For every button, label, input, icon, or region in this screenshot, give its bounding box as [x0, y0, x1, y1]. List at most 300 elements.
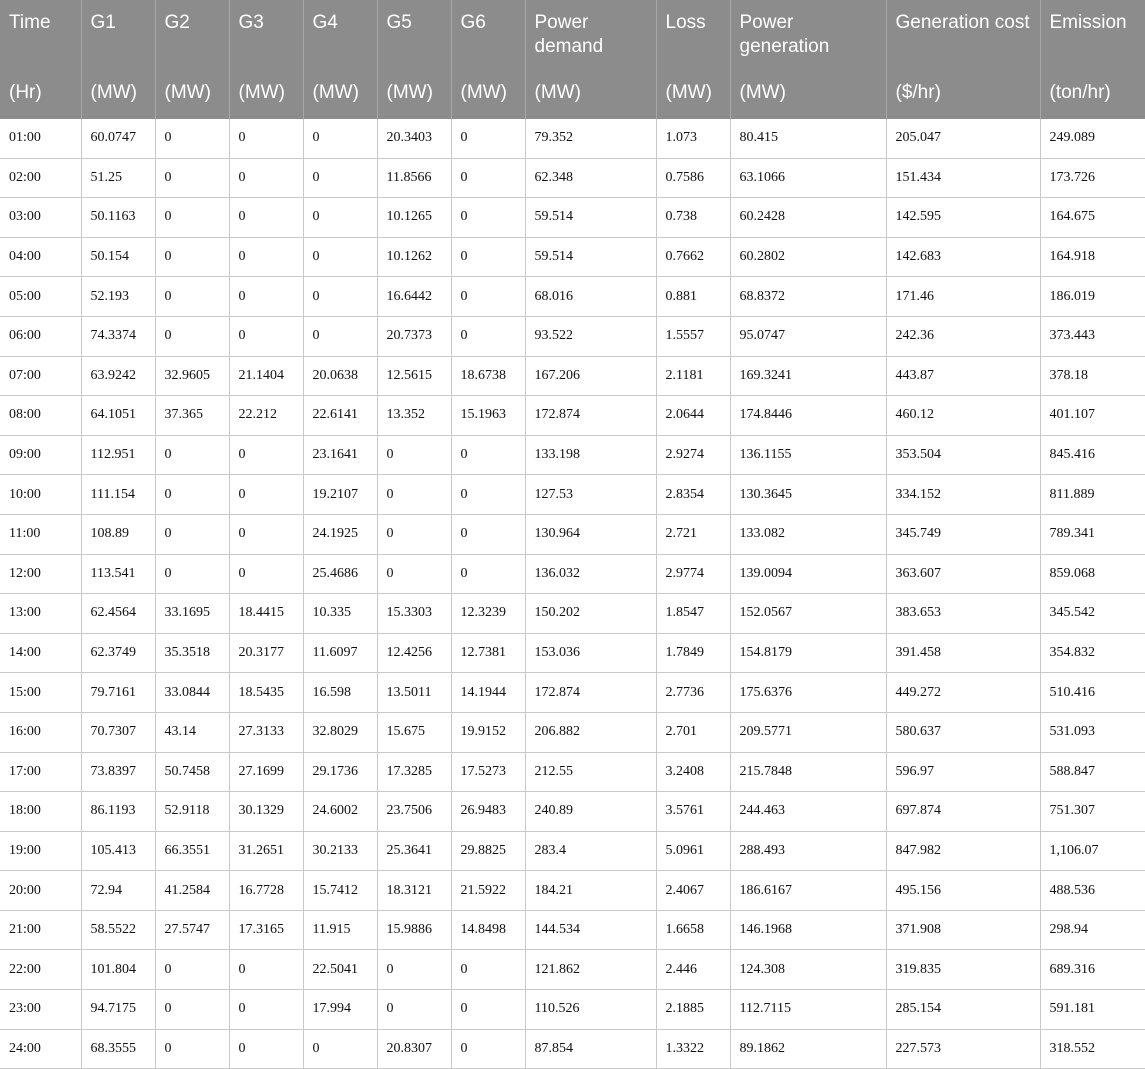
table-cell: 244.463 — [730, 792, 886, 832]
table-cell: 0 — [155, 435, 229, 475]
table-cell: 588.847 — [1040, 752, 1145, 792]
table-cell: 0.738 — [656, 198, 730, 238]
table-cell: 20.0638 — [303, 356, 377, 396]
table-cell: 19.2107 — [303, 475, 377, 515]
table-cell: 19.9152 — [451, 712, 525, 752]
table-cell: 859.068 — [1040, 554, 1145, 594]
table-cell: 20:00 — [0, 871, 81, 911]
table-cell: 0 — [229, 316, 303, 356]
table-cell: 59.514 — [525, 237, 656, 277]
table-cell: 0 — [451, 198, 525, 238]
table-cell: 133.082 — [730, 514, 886, 554]
table-cell: 0.7586 — [656, 158, 730, 198]
table-cell: 20.3177 — [229, 633, 303, 673]
table-cell: 13.352 — [377, 396, 451, 436]
table-cell: 64.1051 — [81, 396, 155, 436]
table-cell: 495.156 — [886, 871, 1040, 911]
table-cell: 596.97 — [886, 752, 1040, 792]
table-cell: 0 — [155, 237, 229, 277]
table-cell: 17:00 — [0, 752, 81, 792]
table-row — [0, 950, 1145, 990]
table-cell: 136.032 — [525, 554, 656, 594]
table-cell: 363.607 — [886, 554, 1040, 594]
table-cell: 144.534 — [525, 910, 656, 950]
table-row — [0, 990, 1145, 1030]
table-cell: 0 — [229, 198, 303, 238]
table-cell: 154.8179 — [730, 633, 886, 673]
table-cell: 37.365 — [155, 396, 229, 436]
table-cell: 18.3121 — [377, 871, 451, 911]
table-cell: 152.0567 — [730, 594, 886, 634]
table-cell: 164.675 — [1040, 198, 1145, 238]
table-cell: 17.3165 — [229, 910, 303, 950]
table-cell: 13:00 — [0, 594, 81, 634]
table-cell: 12.3239 — [451, 594, 525, 634]
table-cell: 0 — [303, 316, 377, 356]
table-cell: 133.198 — [525, 435, 656, 475]
table-cell: 3.2408 — [656, 752, 730, 792]
table-cell: 73.8397 — [81, 752, 155, 792]
table-cell: 142.683 — [886, 237, 1040, 277]
table-cell: 2.4067 — [656, 871, 730, 911]
table-cell: 02:00 — [0, 158, 81, 198]
table-cell: 24.1925 — [303, 514, 377, 554]
table-cell: 27.5747 — [155, 910, 229, 950]
table-cell: 08:00 — [0, 396, 81, 436]
table-cell: 58.5522 — [81, 910, 155, 950]
table-cell: 29.8825 — [451, 831, 525, 871]
table-cell: 62.4564 — [81, 594, 155, 634]
column-header: Time — [0, 0, 81, 71]
column-header: G1 — [81, 0, 155, 71]
table-cell: 18:00 — [0, 792, 81, 832]
table-cell: 15.1963 — [451, 396, 525, 436]
table-cell: 142.595 — [886, 198, 1040, 238]
table-cell: 13.5011 — [377, 673, 451, 713]
table-cell: 30.1329 — [229, 792, 303, 832]
table-cell: 242.36 — [886, 316, 1040, 356]
table-cell: 0 — [155, 119, 229, 158]
table-cell: 0 — [155, 475, 229, 515]
table-cell: 11.8566 — [377, 158, 451, 198]
table-cell: 136.1155 — [730, 435, 886, 475]
table-row — [0, 198, 1145, 238]
table-cell: 21.5922 — [451, 871, 525, 911]
table-row — [0, 831, 1145, 871]
table-cell: 0.7662 — [656, 237, 730, 277]
table-cell: 23.7506 — [377, 792, 451, 832]
table-cell: 18.4415 — [229, 594, 303, 634]
table-cell: 50.154 — [81, 237, 155, 277]
table-cell: 63.9242 — [81, 356, 155, 396]
table-cell: 41.2584 — [155, 871, 229, 911]
table-cell: 22.212 — [229, 396, 303, 436]
table-cell: 19:00 — [0, 831, 81, 871]
column-unit: (MW) — [155, 71, 229, 119]
table-cell: 21:00 — [0, 910, 81, 950]
table-cell: 130.3645 — [730, 475, 886, 515]
table-cell: 0 — [451, 316, 525, 356]
table-cell: 32.9605 — [155, 356, 229, 396]
table-cell: 164.918 — [1040, 237, 1145, 277]
table-cell: 298.94 — [1040, 910, 1145, 950]
table-cell: 169.3241 — [730, 356, 886, 396]
table-cell: 95.0747 — [730, 316, 886, 356]
table-cell: 171.46 — [886, 277, 1040, 317]
column-header: Loss — [656, 0, 730, 71]
table-cell: 62.348 — [525, 158, 656, 198]
table-cell: 74.3374 — [81, 316, 155, 356]
table-cell: 3.5761 — [656, 792, 730, 832]
table-cell: 12.4256 — [377, 633, 451, 673]
table-cell: 2.721 — [656, 514, 730, 554]
table-row — [0, 712, 1145, 752]
table-cell: 29.1736 — [303, 752, 377, 792]
table-cell: 2.9774 — [656, 554, 730, 594]
table-cell: 240.89 — [525, 792, 656, 832]
table-cell: 0 — [451, 277, 525, 317]
table-cell: 10.335 — [303, 594, 377, 634]
table-cell: 580.637 — [886, 712, 1040, 752]
table-cell: 172.874 — [525, 396, 656, 436]
table-cell: 110.526 — [525, 990, 656, 1030]
table-cell: 0 — [451, 554, 525, 594]
table-cell: 15.675 — [377, 712, 451, 752]
table-cell: 66.3551 — [155, 831, 229, 871]
table-cell: 205.047 — [886, 119, 1040, 158]
table-cell: 63.1066 — [730, 158, 886, 198]
table-cell: 215.7848 — [730, 752, 886, 792]
table-cell: 1.6658 — [656, 910, 730, 950]
table-row — [0, 475, 1145, 515]
table-cell: 0 — [155, 316, 229, 356]
table-cell: 27.3133 — [229, 712, 303, 752]
table-cell: 15:00 — [0, 673, 81, 713]
table-cell: 06:00 — [0, 316, 81, 356]
table-cell: 20.8307 — [377, 1029, 451, 1069]
table-cell: 52.9118 — [155, 792, 229, 832]
table-cell: 51.25 — [81, 158, 155, 198]
table-cell: 10.1262 — [377, 237, 451, 277]
table-cell: 21.1404 — [229, 356, 303, 396]
table-cell: 0 — [451, 435, 525, 475]
table-row — [0, 554, 1145, 594]
table-cell: 353.504 — [886, 435, 1040, 475]
table-cell: 68.8372 — [730, 277, 886, 317]
table-cell: 0.881 — [656, 277, 730, 317]
table-cell: 847.982 — [886, 831, 1040, 871]
table-cell: 113.541 — [81, 554, 155, 594]
column-unit: (ton/hr) — [1040, 71, 1145, 119]
table-body — [0, 119, 1145, 1069]
table-cell: 0 — [155, 158, 229, 198]
table-cell: 60.2428 — [730, 198, 886, 238]
table-cell: 33.1695 — [155, 594, 229, 634]
table-cell: 17.994 — [303, 990, 377, 1030]
table-cell: 22.6141 — [303, 396, 377, 436]
table-cell: 62.3749 — [81, 633, 155, 673]
table-row — [0, 752, 1145, 792]
table-cell: 227.573 — [886, 1029, 1040, 1069]
table-cell: 0 — [451, 158, 525, 198]
table-cell: 0 — [451, 237, 525, 277]
table-cell: 70.7307 — [81, 712, 155, 752]
table-cell: 86.1193 — [81, 792, 155, 832]
table-cell: 0 — [451, 1029, 525, 1069]
table-cell: 60.2802 — [730, 237, 886, 277]
column-unit: (MW) — [229, 71, 303, 119]
table-cell: 127.53 — [525, 475, 656, 515]
table-cell: 32.8029 — [303, 712, 377, 752]
table-cell: 345.542 — [1040, 594, 1145, 634]
table-cell: 87.854 — [525, 1029, 656, 1069]
table-cell: 318.552 — [1040, 1029, 1145, 1069]
table-cell: 80.415 — [730, 119, 886, 158]
table-cell: 167.206 — [525, 356, 656, 396]
column-unit: (MW) — [303, 71, 377, 119]
table-cell: 249.089 — [1040, 119, 1145, 158]
table-cell: 0 — [303, 119, 377, 158]
table-row — [0, 277, 1145, 317]
table-cell: 52.193 — [81, 277, 155, 317]
table-row — [0, 356, 1145, 396]
table-cell: 2.9274 — [656, 435, 730, 475]
table-cell: 371.908 — [886, 910, 1040, 950]
table-cell: 0 — [451, 514, 525, 554]
table-cell: 1.8547 — [656, 594, 730, 634]
table-cell: 319.835 — [886, 950, 1040, 990]
column-header: G3 — [229, 0, 303, 71]
header-row-units — [0, 71, 1145, 119]
table-cell: 283.4 — [525, 831, 656, 871]
table-cell: 2.7736 — [656, 673, 730, 713]
column-header: Emission — [1040, 0, 1145, 71]
table-cell: 449.272 — [886, 673, 1040, 713]
table-cell: 460.12 — [886, 396, 1040, 436]
column-unit: (MW) — [656, 71, 730, 119]
table-cell: 401.107 — [1040, 396, 1145, 436]
table-row — [0, 119, 1145, 158]
table-cell: 24:00 — [0, 1029, 81, 1069]
table-cell: 23:00 — [0, 990, 81, 1030]
table-cell: 15.3303 — [377, 594, 451, 634]
table-cell: 0 — [377, 514, 451, 554]
table-cell: 0 — [229, 1029, 303, 1069]
table-cell: 01:00 — [0, 119, 81, 158]
table-cell: 2.701 — [656, 712, 730, 752]
table-cell: 111.154 — [81, 475, 155, 515]
table-cell: 23.1641 — [303, 435, 377, 475]
table-cell: 0 — [155, 990, 229, 1030]
column-header: G2 — [155, 0, 229, 71]
table-cell: 16.598 — [303, 673, 377, 713]
table-cell: 108.89 — [81, 514, 155, 554]
column-unit: (MW) — [377, 71, 451, 119]
table-cell: 0 — [155, 198, 229, 238]
table-cell: 591.181 — [1040, 990, 1145, 1030]
table-cell: 15.7412 — [303, 871, 377, 911]
table-row — [0, 910, 1145, 950]
table-cell: 24.6002 — [303, 792, 377, 832]
table-cell: 50.1163 — [81, 198, 155, 238]
table-cell: 811.889 — [1040, 475, 1145, 515]
table-cell: 0 — [155, 277, 229, 317]
table-cell: 0 — [303, 158, 377, 198]
column-unit: (MW) — [81, 71, 155, 119]
table-cell: 1,106.07 — [1040, 831, 1145, 871]
column-header: G5 — [377, 0, 451, 71]
table-cell: 0 — [451, 119, 525, 158]
table-row — [0, 871, 1145, 911]
table-cell: 2.0644 — [656, 396, 730, 436]
table-header — [0, 0, 1145, 119]
table-cell: 153.036 — [525, 633, 656, 673]
table-cell: 0 — [155, 514, 229, 554]
table-cell: 94.7175 — [81, 990, 155, 1030]
table-cell: 79.352 — [525, 119, 656, 158]
table-cell: 1.073 — [656, 119, 730, 158]
table-cell: 130.964 — [525, 514, 656, 554]
table-cell: 0 — [303, 1029, 377, 1069]
table-cell: 697.874 — [886, 792, 1040, 832]
table-row — [0, 435, 1145, 475]
table-cell: 0 — [155, 1029, 229, 1069]
table-cell: 334.152 — [886, 475, 1040, 515]
table-cell: 2.1181 — [656, 356, 730, 396]
table-row — [0, 237, 1145, 277]
table-cell: 2.8354 — [656, 475, 730, 515]
table-cell: 112.7115 — [730, 990, 886, 1030]
table-cell: 05:00 — [0, 277, 81, 317]
column-header: Generation cost — [886, 0, 1040, 71]
table-cell: 03:00 — [0, 198, 81, 238]
table-cell: 0 — [229, 990, 303, 1030]
table-cell: 174.8446 — [730, 396, 886, 436]
table-cell: 0 — [377, 990, 451, 1030]
table-cell: 112.951 — [81, 435, 155, 475]
table-cell: 0 — [229, 237, 303, 277]
column-unit: (MW) — [730, 71, 886, 119]
table-cell: 0 — [229, 554, 303, 594]
table-cell: 12:00 — [0, 554, 81, 594]
table-cell: 0 — [229, 158, 303, 198]
table-cell: 121.862 — [525, 950, 656, 990]
table-cell: 0 — [303, 198, 377, 238]
table-row — [0, 673, 1145, 713]
table-cell: 150.202 — [525, 594, 656, 634]
column-unit: (MW) — [451, 71, 525, 119]
table-cell: 17.5273 — [451, 752, 525, 792]
table-row — [0, 792, 1145, 832]
table-cell: 14:00 — [0, 633, 81, 673]
table-cell: 25.4686 — [303, 554, 377, 594]
table-cell: 11:00 — [0, 514, 81, 554]
column-header: G6 — [451, 0, 525, 71]
table-cell: 0 — [155, 554, 229, 594]
table-cell: 0 — [229, 950, 303, 990]
table-cell: 79.7161 — [81, 673, 155, 713]
table-cell: 5.0961 — [656, 831, 730, 871]
table-cell: 105.413 — [81, 831, 155, 871]
table-cell: 12.7381 — [451, 633, 525, 673]
table-cell: 07:00 — [0, 356, 81, 396]
table-cell: 22:00 — [0, 950, 81, 990]
table-cell: 43.14 — [155, 712, 229, 752]
table-cell: 10.1265 — [377, 198, 451, 238]
table-cell: 139.0094 — [730, 554, 886, 594]
table-cell: 11.915 — [303, 910, 377, 950]
table-cell: 16:00 — [0, 712, 81, 752]
table-cell: 689.316 — [1040, 950, 1145, 990]
table-cell: 0 — [451, 475, 525, 515]
table-cell: 33.0844 — [155, 673, 229, 713]
table-cell: 0 — [377, 950, 451, 990]
table-cell: 18.6738 — [451, 356, 525, 396]
table-cell: 378.18 — [1040, 356, 1145, 396]
table-cell: 531.093 — [1040, 712, 1145, 752]
table-cell: 1.5557 — [656, 316, 730, 356]
table-row — [0, 1029, 1145, 1069]
table-cell: 35.3518 — [155, 633, 229, 673]
table-cell: 845.416 — [1040, 435, 1145, 475]
table-cell: 2.446 — [656, 950, 730, 990]
table-cell: 0 — [377, 554, 451, 594]
table-cell: 209.5771 — [730, 712, 886, 752]
table-cell: 383.653 — [886, 594, 1040, 634]
table-cell: 18.5435 — [229, 673, 303, 713]
table-cell: 206.882 — [525, 712, 656, 752]
table-cell: 25.3641 — [377, 831, 451, 871]
table-cell: 488.536 — [1040, 871, 1145, 911]
table-cell: 354.832 — [1040, 633, 1145, 673]
table-cell: 50.7458 — [155, 752, 229, 792]
table-cell: 391.458 — [886, 633, 1040, 673]
table-cell: 1.7849 — [656, 633, 730, 673]
table-cell: 0 — [303, 237, 377, 277]
table-cell: 0 — [229, 435, 303, 475]
table-cell: 15.9886 — [377, 910, 451, 950]
table-cell: 186.019 — [1040, 277, 1145, 317]
column-header: Power demand — [525, 0, 656, 71]
table-cell: 175.6376 — [730, 673, 886, 713]
table-cell: 0 — [229, 277, 303, 317]
table-cell: 60.0747 — [81, 119, 155, 158]
table-cell: 751.307 — [1040, 792, 1145, 832]
table-cell: 212.55 — [525, 752, 656, 792]
table-cell: 0 — [451, 990, 525, 1030]
table-cell: 26.9483 — [451, 792, 525, 832]
table-cell: 20.3403 — [377, 119, 451, 158]
table-cell: 510.416 — [1040, 673, 1145, 713]
table-cell: 1.3322 — [656, 1029, 730, 1069]
table-cell: 10:00 — [0, 475, 81, 515]
table-cell: 59.514 — [525, 198, 656, 238]
table-cell: 11.6097 — [303, 633, 377, 673]
table-cell: 0 — [229, 475, 303, 515]
table-row — [0, 396, 1145, 436]
table-cell: 27.1699 — [229, 752, 303, 792]
table-cell: 151.434 — [886, 158, 1040, 198]
column-unit: ($/hr) — [886, 71, 1040, 119]
table-cell: 16.6442 — [377, 277, 451, 317]
table-cell: 285.154 — [886, 990, 1040, 1030]
table-cell: 68.3555 — [81, 1029, 155, 1069]
table-cell: 31.2651 — [229, 831, 303, 871]
column-header: G4 — [303, 0, 377, 71]
table-cell: 124.308 — [730, 950, 886, 990]
table-cell: 68.016 — [525, 277, 656, 317]
table-cell: 443.87 — [886, 356, 1040, 396]
